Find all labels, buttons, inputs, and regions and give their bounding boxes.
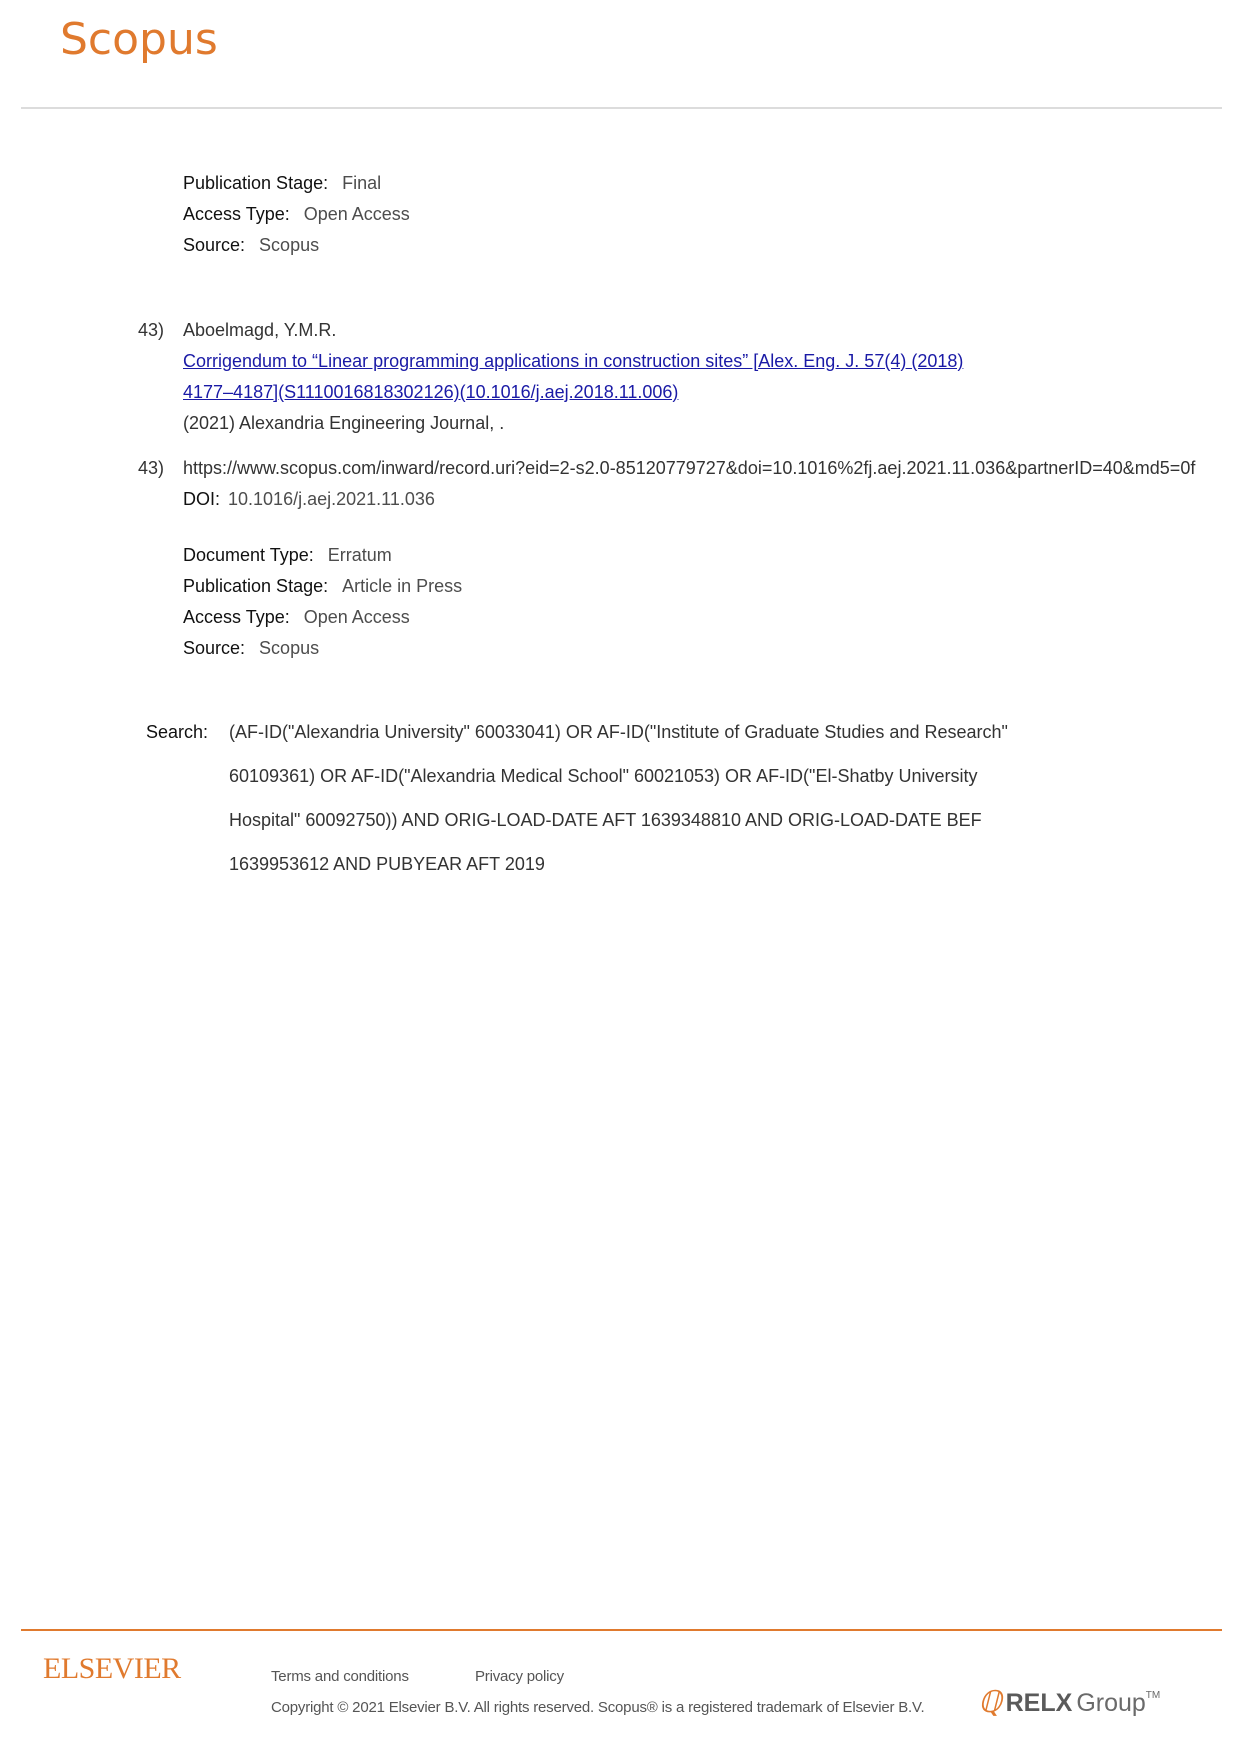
field-label: Source:	[183, 235, 246, 255]
privacy-link[interactable]: Privacy policy	[475, 1668, 564, 1685]
field-label: Document Type:	[183, 545, 314, 565]
field-access-type	[183, 199, 410, 230]
scopus-logo: Scopus	[60, 14, 218, 65]
search-query-line: 1639953612 AND PUBYEAR AFT 2019	[229, 854, 545, 874]
record-title-link-continued[interactable]: 4177–4187](S1110016818302126)(10.1016/j.aej.2018.11.006)	[183, 382, 679, 402]
search-query-line: Hospital" 60092750)) AND ORIG-LOAD-DATE AFT 1639348810 AND ORIG-LOAD-DATE BEF	[229, 810, 982, 830]
relx-mark-icon: ℚ	[978, 1686, 1002, 1719]
header-divider	[21, 107, 1222, 109]
copyright-text: Copyright © 2021 Elsevier B.V. All rights reserved. Scopus® is a registered trademark of Elsevier B.V.	[271, 1699, 925, 1716]
field-value: Final	[342, 173, 382, 193]
field-document-type	[183, 540, 392, 571]
field-publication-stage	[183, 571, 462, 602]
record-doi	[183, 484, 435, 515]
record-number: 43)	[138, 320, 165, 340]
relx-group-logo	[978, 1688, 1160, 1718]
field-label: Source:	[183, 638, 246, 658]
field-value: Erratum	[327, 545, 392, 565]
field-label: Access Type:	[183, 204, 290, 224]
record-url[interactable]: https://www.scopus.com/inward/record.uri?eid=2-s2.0-85120779727&doi=10.1016%2fj.aej.2021.11.036&partnerID=40&md5=0f	[183, 458, 1196, 478]
footer-divider	[21, 1629, 1222, 1631]
trademark-mark: TM	[1145, 1690, 1161, 1701]
field-label: Publication Stage:	[183, 576, 329, 596]
relx-group-wordmark: Group	[1076, 1688, 1146, 1717]
field-value: Scopus	[259, 638, 320, 658]
record-authors: Aboelmagd, Y.M.R.	[183, 320, 337, 340]
record-citation: (2021) Alexandria Engineering Journal, .	[183, 413, 505, 433]
field-source	[183, 633, 319, 664]
relx-wordmark: RELX	[1005, 1688, 1073, 1717]
doi-label: DOI:	[183, 489, 221, 509]
search-label: Search:	[146, 722, 209, 742]
field-value: Article in Press	[342, 576, 463, 596]
field-value: Open Access	[303, 607, 410, 627]
field-value: Scopus	[259, 235, 320, 255]
field-label: Publication Stage:	[183, 173, 329, 193]
search-query-line: (AF-ID("Alexandria University" 60033041) OR AF-ID("Institute of Graduate Studies and Research"	[229, 722, 1008, 742]
field-source	[183, 230, 319, 261]
field-value: Open Access	[303, 204, 410, 224]
elsevier-logo: ELSEVIER	[43, 1652, 181, 1685]
field-publication-stage	[183, 168, 381, 199]
field-access-type	[183, 602, 410, 633]
record-url-number: 43)	[138, 458, 165, 478]
record-title-link[interactable]: Corrigendum to “Linear programming applications in construction sites” [Alex. Eng. J. 57(4) (2018)	[183, 351, 964, 371]
field-label: Access Type:	[183, 607, 290, 627]
doi-value: 10.1016/j.aej.2021.11.036	[228, 489, 435, 509]
terms-link[interactable]: Terms and conditions	[271, 1668, 409, 1685]
search-query-line: 60109361) OR AF-ID("Alexandria Medical School" 60021053) OR AF-ID("El-Shatby University	[229, 766, 978, 786]
